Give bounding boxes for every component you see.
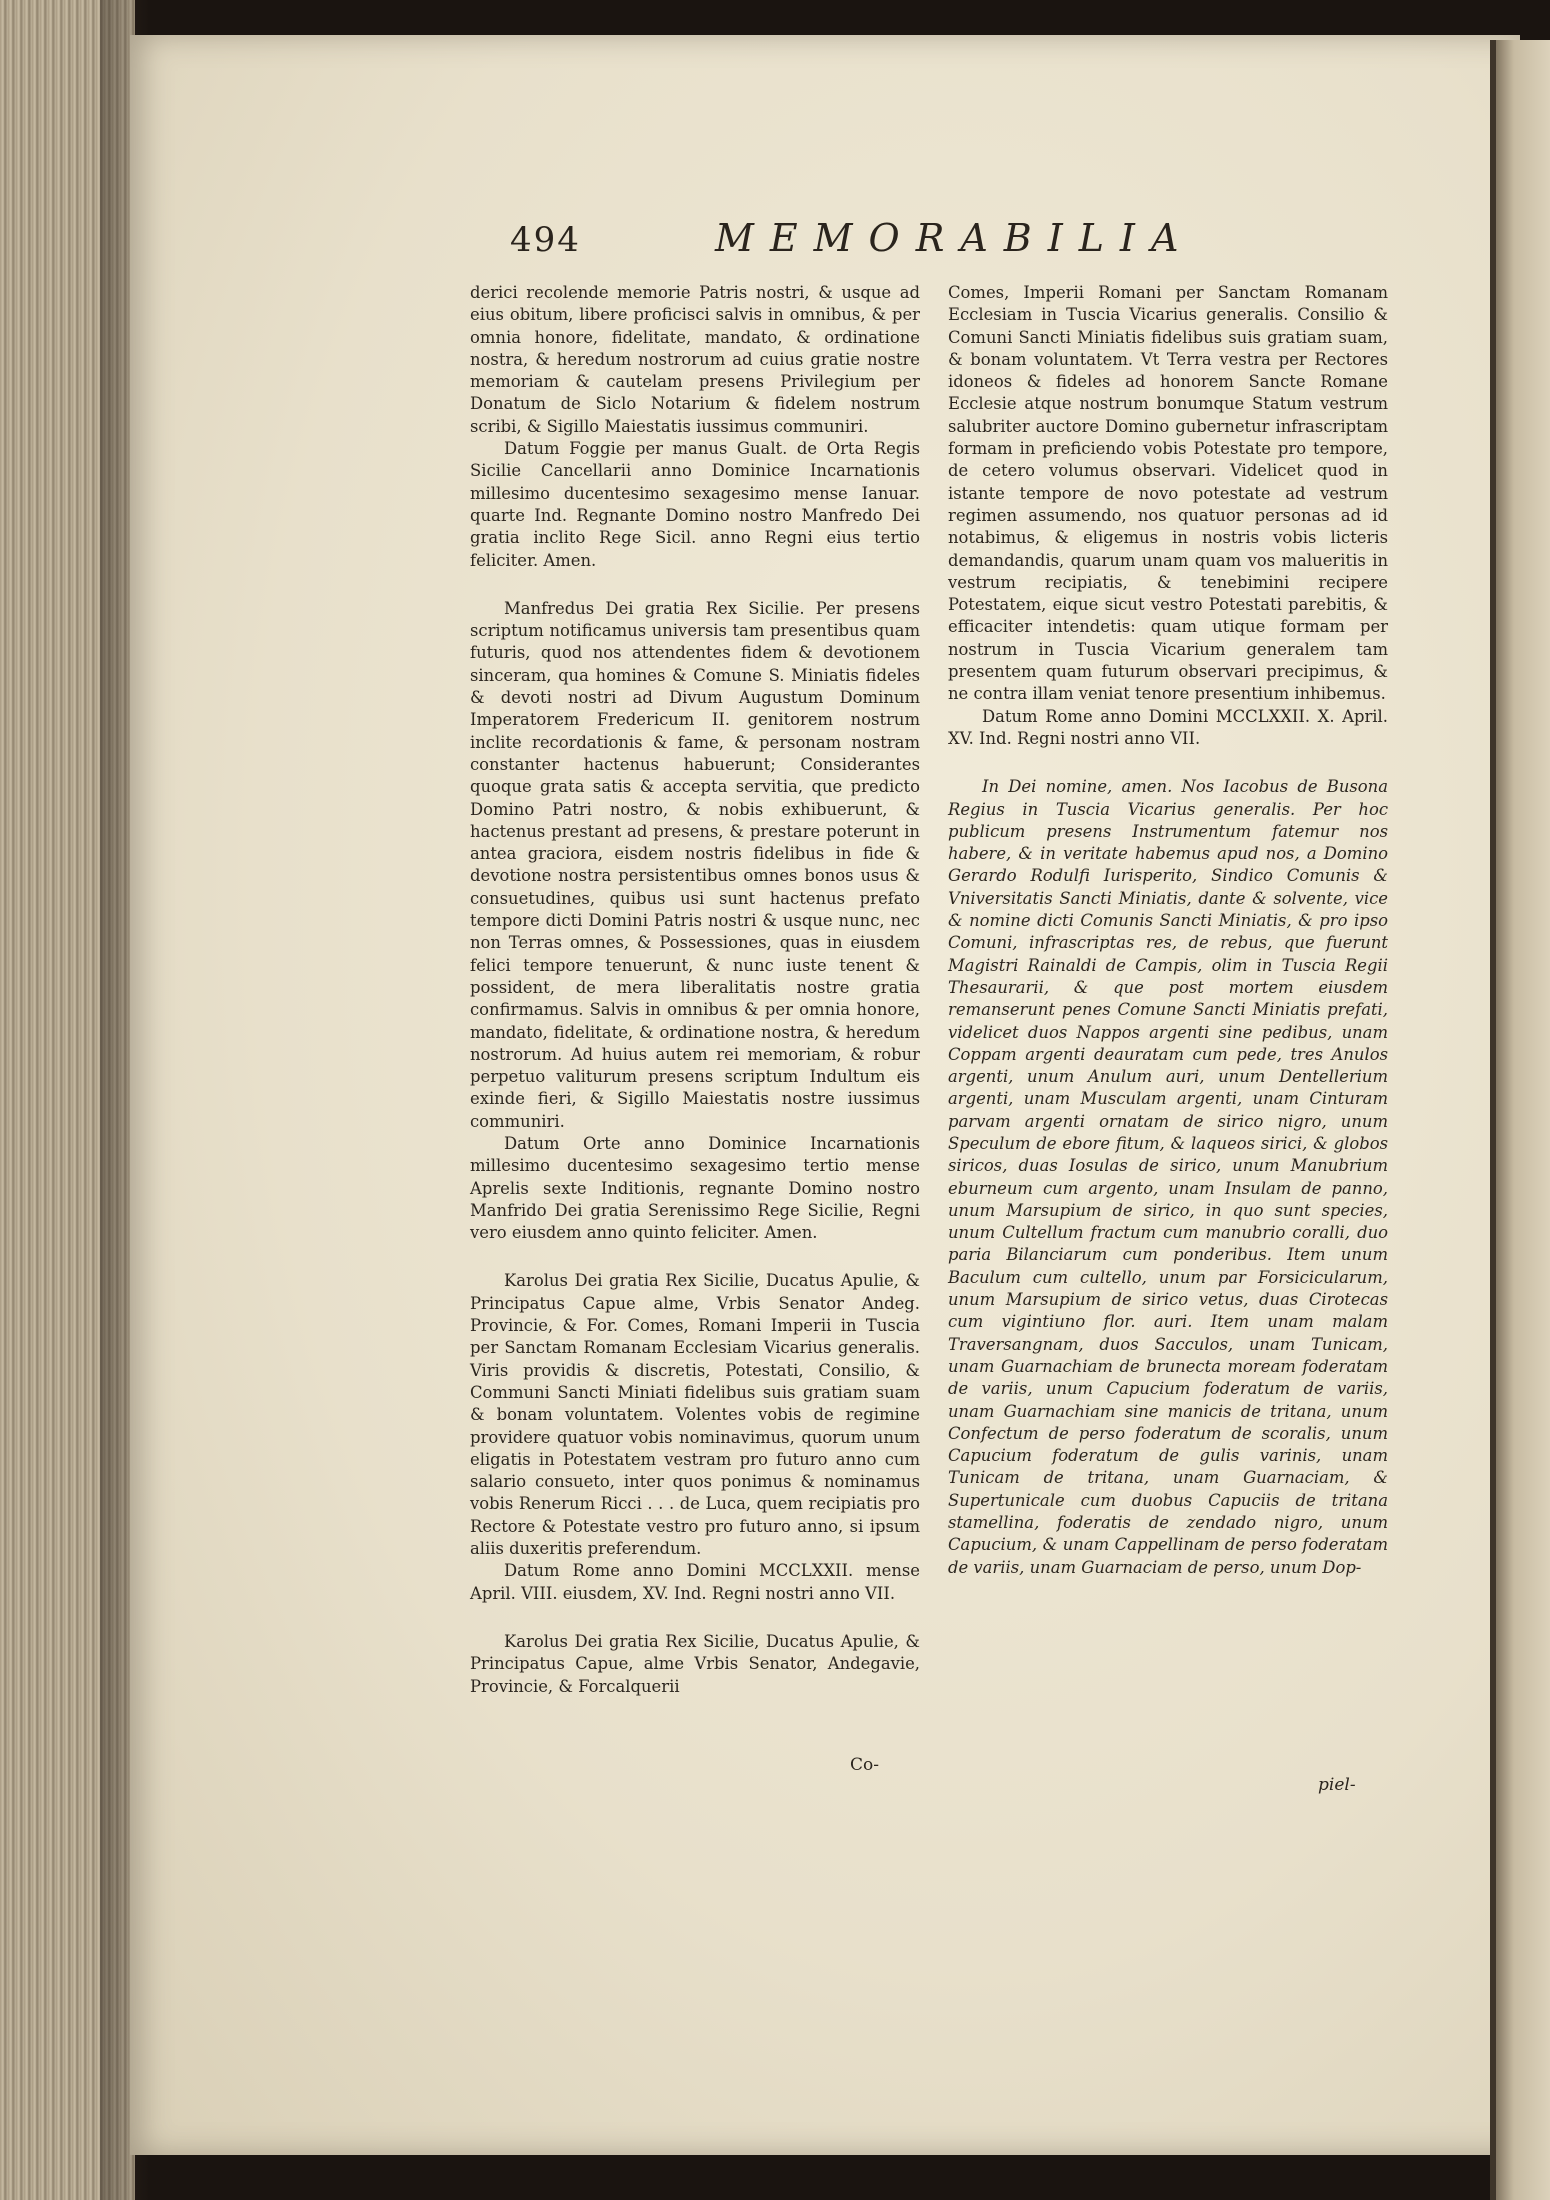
paragraph: derici recolende memorie Patris nostri, & usque ad eius obitum, libere proficisci salvis in omnibus, & per omnia honore, fidelitate, mandato, & ordinatione nostra, & heredum nostrorum ad cuius gratie nostre memoriam & cautelam presens Privilegium per Donatum de Siclo Notarium & fidelem nostrum scribi, & Sigillo Maiestatis iussimus communiri. bbox=[470, 283, 920, 436]
page-number: 494 bbox=[510, 220, 581, 260]
catchword-right: piel- bbox=[1318, 1775, 1356, 1795]
paragraph: Datum Foggie per manus Gualt. de Orta Regis Sicilie Cancellarii anno Dominice Incarnationis millesimo ducentesimo sexagesimo mense Ianuar. quarte Ind. Regnante Domino nostro Manfredo Dei gratia inclito Rege Sicil. anno Regni eius tertio feliciter. Amen. bbox=[470, 439, 920, 570]
left-column bbox=[470, 282, 920, 1698]
paragraph: Comes, Imperii Romani per Sanctam Romanam Ecclesiam in Tuscia Vicarius generalis. Consilio & Comuni Sancti Miniatis fidelibus suis gratiam suam, & bonam voluntatem. Vt Terra vestra per Rectores idoneos & fideles ad honorem Sancte Romane Ecclesie atque nostrum bonumque Statum vestrum salubriter auctore Domino gubernetur infrascriptam formam in preficiendo vobis Potestate pro tempore, de cetero volumus observari. Videlicet quod in istante tempore de novo potestate ad vestrum regimen assumendo, nos quatuor personas ad id notabimus, & eligemus in nostris vobis licteris demandandis, quarum unam quam vos malueritis in vestrum recipiatis, & tenebimini recipere Potestatem, eique sicut vestro Potestati parebitis, & efficaciter intendetis: quam utique formam per nostrum in Tuscia Vicarium generalem tam presentem quam futurum observari precipimus, & ne contra illam veniat tenore presentium inhibemus. bbox=[948, 283, 1388, 704]
page-header bbox=[475, 216, 1455, 270]
catchword-left: Co- bbox=[850, 1755, 879, 1775]
paragraph: Datum Rome anno Domini MCCLXXII. X. April. XV. Ind. Regni nostri anno VII. bbox=[948, 706, 1388, 748]
paragraph: Karolus Dei gratia Rex Sicilie, Ducatus Apulie, & Principatus Capue alme, Vrbis Senator Andeg. Provincie, & For. Comes, Romani Imperii in Tuscia per Sanctam Romanam Ecclesiam Vicarius generalis. Viris providis & discretis, Potestati, Consilio, & Communi Sancti Miniati fidelibus suis gratiam suam & bonam voluntatem. Volentes vobis de regimine providere quatuor vobis nominavimus, quorum unum eligatis in Potestatem vestram pro futuro anno cum salario consueto, inter quos ponimus & nominamus vobis Renerum Ricci . . . de Luca, quem recipiatis pro Rectore & Potestate vestro pro futuro anno, si ipsum aliis duxeritis preferendum. bbox=[470, 1271, 920, 1559]
paragraph: Datum Orte anno Dominice Incarnationis millesimo ducentesimo sexagesimo tertio mense Aprelis sexte Inditionis, regnante Domino nostro Manfrido Dei gratia Serenissimo Rege Sicilie, Regni vero eiusdem anno quinto feliciter. Amen. bbox=[470, 1133, 920, 1243]
paragraph: Karolus Dei gratia Rex Sicilie, Ducatus Apulie, & Principatus Capue, alme Vrbis Senator, Andegavie, Provincie, & Forcalquerii bbox=[470, 1631, 920, 1696]
paragraph: In Dei nomine, amen. Nos Iacobus de Busona Regius in Tuscia Vicarius generalis. Per hoc publicum presens Instrumentum fatemur nos habere, & in veritate habemus apud nos, a Domino Gerardo Rodulfi Iurisperito, Sindico Comunis & Vniversitatis Sancti Miniatis, dante & solvente, vice & nomine dicti Comunis Sancti Miniatis, & pro ipso Comuni, infrascriptas res, de rebus, que fuerunt Magistri Rainaldi de Campis, olim in Tuscia Regii Thesaurarii, & que post mortem eiusdem remanserunt penes Comune Sancti Miniatis prefati, videlicet duos Nappos argenti sine pedibus, unam Coppam argenti deauratam cum pede, tres Anulos argenti, unum Anulum auri, unum Dentellerium argenti, unam Musculam argenti, unam Cinturam parvam argenti ornatam de sirico nigro, unum Speculum de ebore fitum, & laqueos sirici, & globos siricos, duas Iosulas de sirico, unum Manubrium eburneum cum argento, unam Insulam de panno, unum Marsupium de sirico, in quo sunt species, unum Cultellum fractum cum manubrio coralli, duo paria Bilanciarum cum ponderibus. Item unum Baculum cum cultello, unum par Forsicicularum, unum Marsupium de sirico vetus, duas Cirotecas cum vigintiuno flor. auri. Item unam malam Traversangnam, duos Sacculos, unam Tunicam, unam Guarnachiam de brunecta moream foderatam de variis, unum Capucium foderatum de variis, unam Guarnachiam sine manicis de tritana, unum Confectum de perso foderatum de scoralis, unum Capucium foderatum de gulis varinis, unam Tunicam de tritana, unam Guarnaciam, & Supertunicale cum duobus Capuciis de tritana stamellina, foderatis de zendado nigro, unum Capucium, & unam Cappellinam de perso foderatam de variis, unam Guarnaciam de perso, unum Dop- bbox=[948, 777, 1388, 1577]
right-column bbox=[948, 282, 1388, 1579]
facing-page-edge bbox=[1490, 40, 1550, 2200]
paragraph: Datum Rome anno Domini MCCLXXII. mense April. VIII. eiusdem, XV. Ind. Regni nostri anno VII. bbox=[470, 1561, 920, 1603]
gutter-line bbox=[1490, 40, 1496, 2200]
running-title: MEMORABILIA bbox=[715, 216, 1195, 260]
paragraph: Manfredus Dei gratia Rex Sicilie. Per presens scriptum notificamus universis tam presentibus quam futuris, quod nos attendentes fidem & devotionem sinceram, qua homines & Comune S. Miniatis fideles & devoti nostri ad Divum Augustum Dominum Imperatorem Fredericum II. genitorem nostrum inclite recordationis & fame, & personam nostram constanter hactenus habuerunt; Considerantes quoque grata satis & accepta servitia, que predicto Domino Patri nostro, & nobis exhibuerunt, & hactenus prestant ad presens, & prestare poterunt in antea graciora, eisdem nostris fidelibus in fide & devotione nostra persistentibus omnes bonos usus & consuetudines, quibus usi sunt hactenus prefato tempore dicti Domini Patris nostri & usque nunc, nec non Terras omnes, & Possessiones, quas in eiusdem felici tempore tenuerunt, & nunc iuste tenent & possident, de mera liberalitatis nostre gratia confirmamus. Salvis in omnibus & per omnia honore, mandato, fidelitate, & ordinatione nostra, & heredum nostrorum. Ad huius autem rei memoriam, & robur perpetuo valiturum presens scriptum Indultum eis exinde fieri, & Sigillo Maiestatis nostre iussimus communiri. bbox=[470, 598, 920, 1131]
